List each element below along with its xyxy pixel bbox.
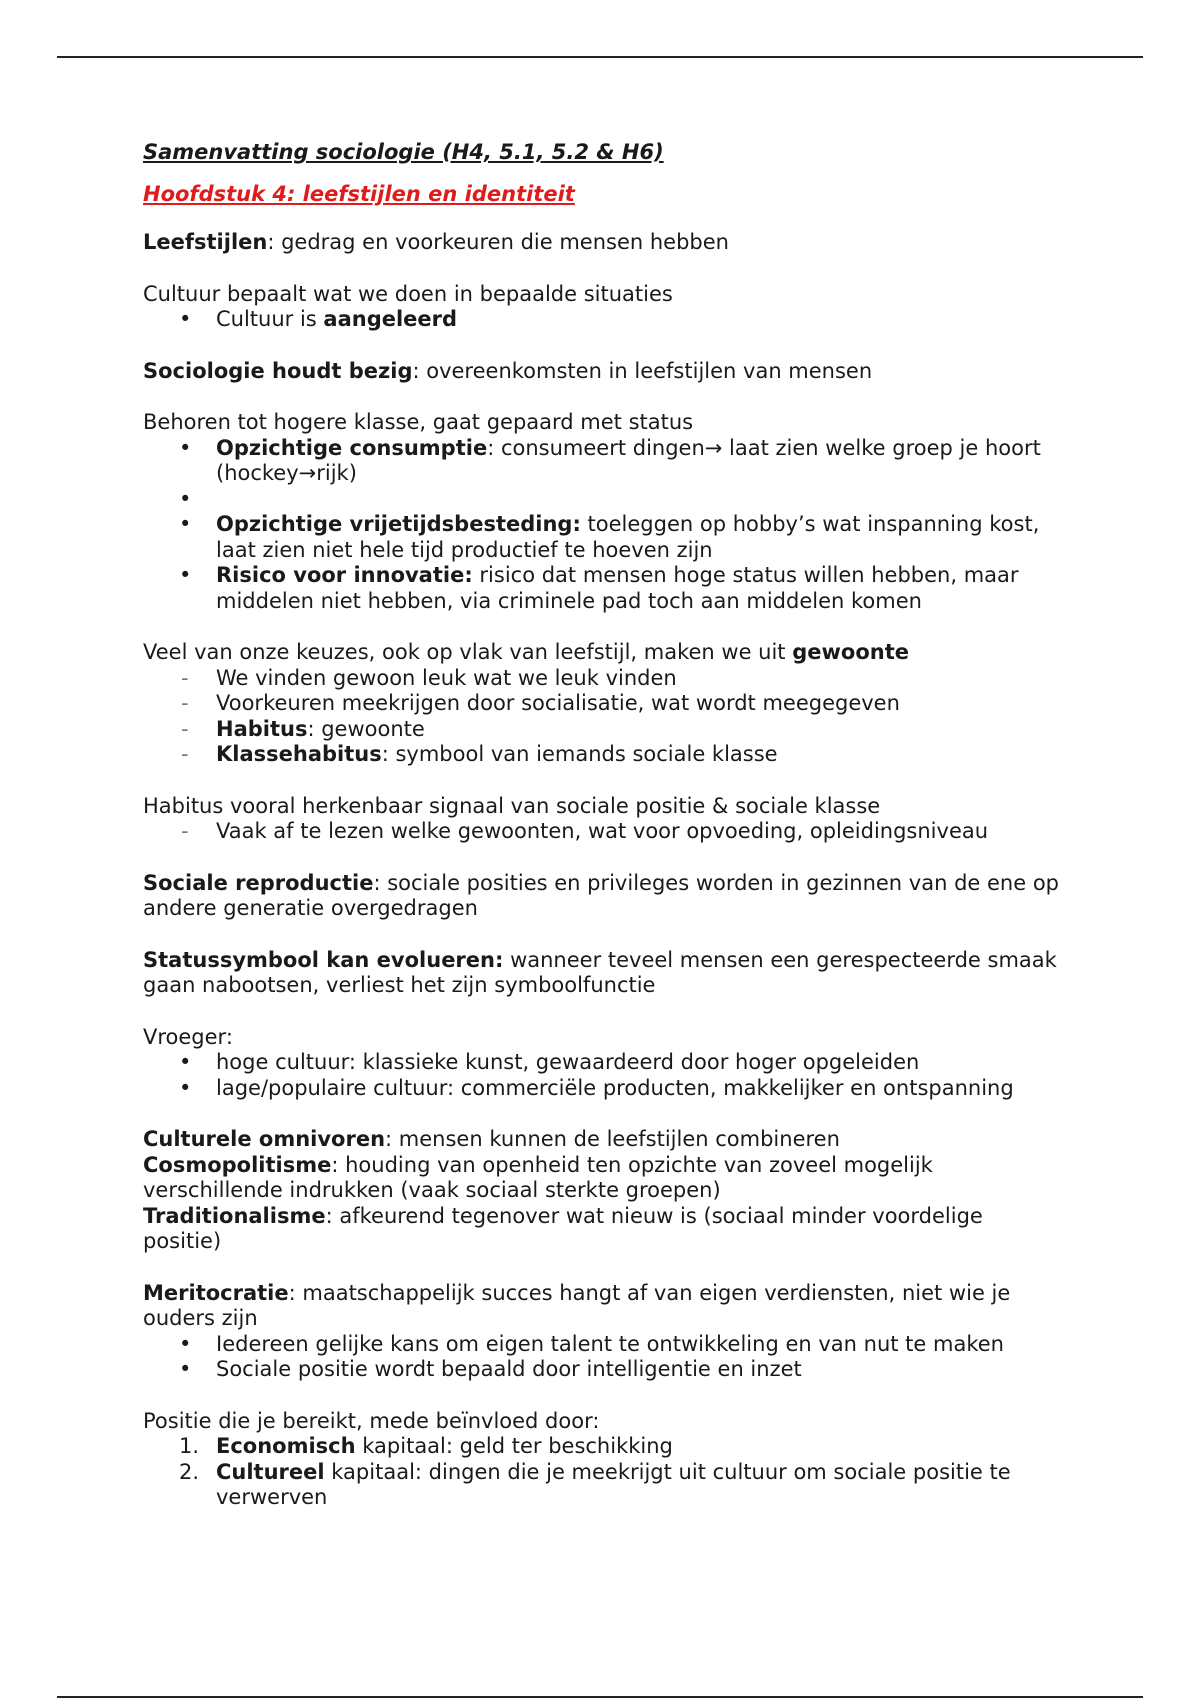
kapitaal-list [143,1434,1063,1511]
list-item: 2. Cultureel kapitaal: dingen die je meekrijgt uit cultuur om sociale positie te verwerven [179,1459,1011,1509]
list-item: • Opzichtige vrijetijdsbesteding: toeleggen op hobby’s wat inspanning kost, laat zien niet hele tijd productief te hoeven zijn [179,512,1040,562]
definition-leefstijlen: Leefstijlen: gedrag en voorkeuren die mensen hebben [143,230,729,254]
definition-sociale-reproductie: Sociale reproductie: sociale posities en privileges worden in gezinnen van de ene op andere generatie overgedragen [143,870,1059,920]
list-item-empty: • [179,486,192,511]
vroeger-intro: Vroeger: [143,1024,233,1049]
gewoonte-list [143,666,1063,768]
list-item: • Iedereen gelijke kans om eigen talent te ontwikkeling en van nut te maken [179,1331,1004,1356]
gewoonte-intro: Veel van onze keuzes, ook op vlak van leefstijl, maken we uit gewoonte [143,640,909,664]
habitus-intro: Habitus vooral herkenbaar signaal van sociale positie & sociale klasse [143,793,881,818]
definition-cosmopolitisme: Cosmopolitisme: houding van openheid ten opzichte van zoveel mogelijk verschillende indrukken (vaak sociaal sterkte groepen) [143,1152,933,1202]
list-item: • Risico voor innovatie: risico dat mensen hoge status willen hebben, maar middelen niet hebben, via criminele pad toch aan middelen komen [179,563,1019,613]
list-item: 1. Economisch kapitaal: geld ter beschikking [179,1434,673,1458]
top-rule [57,56,1143,58]
number-marker: 2. [179,1459,200,1484]
chapter-heading: Hoofdstuk 4: leefstijlen en identiteit [143,181,575,206]
list-item: • lage/populaire cultuur: commerciële producten, makkelijker en ontspanning [179,1075,1014,1100]
definition-sociologie: Sociologie houdt bezig: overeenkomsten in leefstijlen van mensen [143,358,873,383]
list-item: • hoge cultuur: klassieke kunst, gewaardeerd door hoger opgeleiden [179,1050,920,1074]
list-item: - Vaak af te lezen welke gewoonten, wat voor opvoeding, opleidingsniveau [181,819,989,843]
cultuur-list [143,307,1063,333]
bullet-marker: • [179,307,192,331]
list-item: • Opzichtige consumptie: consumeert dingen→ laat zien welke groep je hoort (hockey→rijk) [179,435,1041,485]
positie-intro: Positie die je bereikt, mede beïnvloed door: [143,1408,600,1433]
definition-meritocratie: Meritocratie: maatschappelijk succes hangt af van eigen verdiensten, niet wie je ouders zijn [143,1280,1011,1330]
list-item: - We vinden gewoon leuk wat we leuk vinden [181,665,677,690]
definition-culturele-omnivoren: Culturele omnivoren: mensen kunnen de leefstijlen combineren [143,1127,840,1151]
list-item: - Klassehabitus: symbool van iemands sociale klasse [181,742,778,766]
behoren-list [143,436,1063,615]
definition-statussymbool: Statussymbool kan evolueren: wanneer teveel mensen een gerespecteerde smaak gaan nabootsen, verliest het zijn symboolfunctie [143,947,1057,997]
habitus-list [143,819,1063,845]
behoren-intro: Behoren tot hogere klasse, gaat gepaard met status [143,410,694,434]
document-body [143,140,1063,1511]
meritocratie-list [143,1332,1063,1383]
number-marker: 1. [179,1434,200,1458]
vroeger-list [143,1050,1063,1101]
list-item: • Cultuur is aangeleerd [179,307,458,331]
definition-traditionalisme: Traditionalisme: afkeurend tegenover wat nieuw is (sociaal minder voordelige positie) [143,1203,983,1253]
bottom-rule [57,1696,1143,1698]
cultuur-intro: Cultuur bepaalt wat we doen in bepaalde situaties [143,281,673,306]
list-item: • Sociale positie wordt bepaald door intelligentie en inzet [179,1357,802,1381]
list-item: - Habitus: gewoonte [181,716,425,741]
document-title: Samenvatting sociologie (H4, 5.1, 5.2 & H6) [143,140,664,164]
list-item: - Voorkeuren meekrijgen door socialisatie, wat wordt meegegeven [181,691,900,715]
